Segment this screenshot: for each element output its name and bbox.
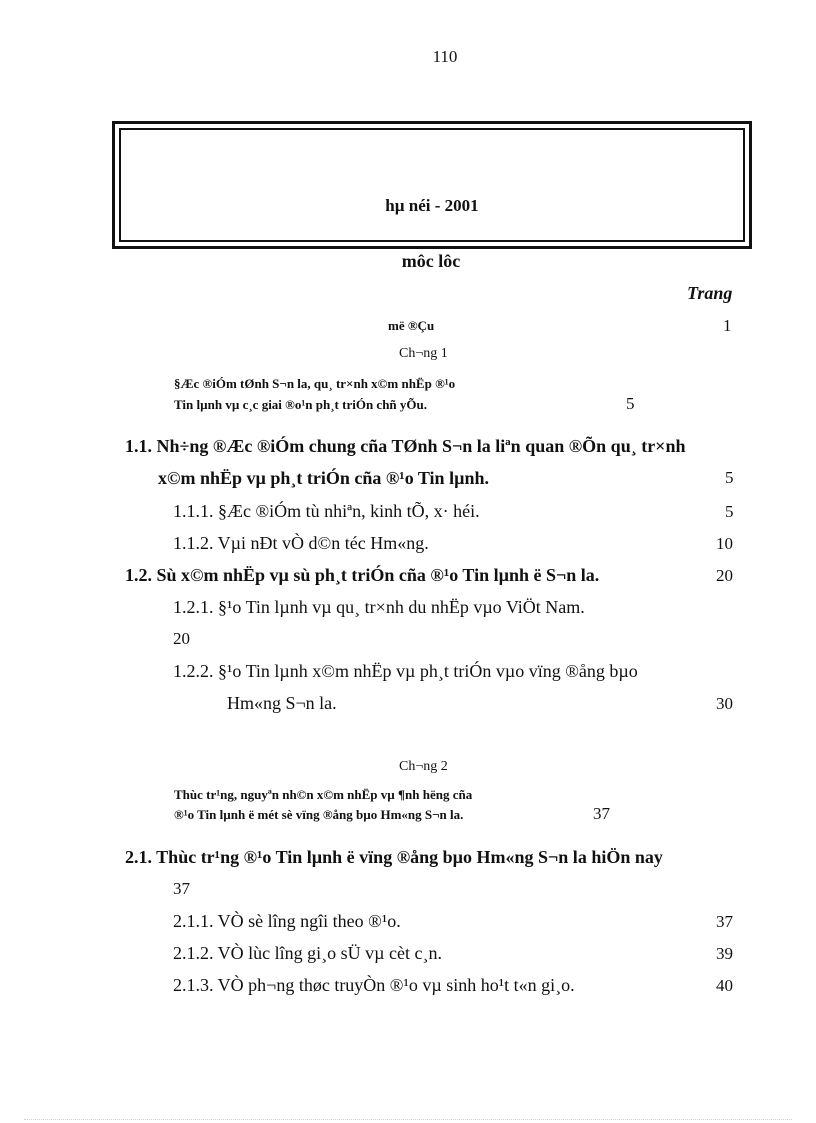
- toc-entry-1-2-2-line2: Hm«ng S¬n la.: [227, 693, 337, 713]
- toc-entry-2-1-2: 2.1.2. VÒ lùc lîng gi¸o sÜ vµ cèt c¸n.: [173, 943, 442, 963]
- toc-entry-2-1-3: 2.1.3. VÒ ph¬ng thøc truyÒn ®¹o vµ sinh ho¹t t«n gi¸o.: [173, 975, 575, 995]
- toc-entry-1-1-2: 1.1.2. Vµi nÐt vÒ d©n téc Hm«ng.: [173, 533, 429, 553]
- toc-entry-1-2-2-line1: 1.2.2. §¹o Tin lµnh x©m nhËp vµ ph¸t triÓn vµo vïng ®ång bµo: [173, 661, 638, 681]
- title-frame-inner-border: [119, 128, 745, 242]
- page-number: 110: [432, 47, 458, 66]
- toc-entry-1-1-1-page: 5: [725, 502, 734, 521]
- chapter2-desc-line1: Thùc tr¹ng, nguyªn nh©n x©m nhËp vµ ¶nh hëng cña: [174, 787, 473, 802]
- toc-entry-1-1-2-page: 10: [716, 534, 733, 553]
- toc-entry-1-1-line1: 1.1. Nh÷ng ®Æc ®iÓm chung cña TØnh S¬n la liªn quan ®Õn qu¸ tr×nh: [125, 436, 686, 456]
- toc-entry-2-1-3-page: 40: [716, 976, 733, 995]
- toc-entry-1-1-page: 5: [725, 468, 734, 487]
- intro-page: 1: [723, 316, 732, 335]
- toc-entry-2-1-page: 37: [173, 879, 190, 898]
- frame-place-year: hµ néi - 2001: [385, 196, 479, 215]
- intro-title: më ®Çu: [388, 318, 435, 333]
- toc-entry-1-1-line2: x©m nhËp vµ ph¸t triÓn cña ®¹o Tin lµnh.: [158, 468, 489, 488]
- chapter1-page: 5: [626, 394, 635, 413]
- toc-entry-1-2-page: 20: [716, 566, 733, 585]
- chapter1-desc-line1: §Æc ®iÓm tØnh S¬n la, qu¸ tr×nh x©m nhËp ®¹o: [174, 376, 456, 391]
- chapter2-page: 37: [593, 804, 610, 823]
- toc-heading: môc lôc: [401, 251, 461, 271]
- chapter1-desc-line2: Tin lµnh vµ c¸c giai ®o¹n ph¸t triÓn chñ yÕu.: [174, 397, 428, 412]
- toc-entry-1-2-1-page: 20: [173, 629, 190, 648]
- toc-entry-1-2-1: 1.2.1. §¹o Tin lµnh vµ qu¸ tr×nh du nhËp vµo ViÖt Nam.: [173, 597, 585, 617]
- toc-entry-2-1: 2.1. Thùc tr¹ng ®¹o Tin lµnh ë vïng ®ång bµo Hm«ng S¬n la hiÖn nay: [125, 847, 663, 867]
- chapter2-label: Ch¬ng 2: [399, 759, 448, 774]
- toc-entry-2-1-2-page: 39: [716, 944, 733, 963]
- title-frame: [112, 121, 752, 249]
- page-bottom-edge: [24, 1119, 792, 1120]
- toc-entry-2-1-1: 2.1.1. VÒ sè lîng ngîi theo ®¹o.: [173, 911, 401, 931]
- chapter1-label: Ch¬ng 1: [399, 346, 448, 361]
- toc-entry-1-2: 1.2. Sù x©m nhËp vµ sù ph¸t triÓn cña ®¹o Tin lµnh ë S¬n la.: [125, 565, 600, 585]
- page-column-label: Trang: [687, 283, 733, 303]
- toc-entry-2-1-1-page: 37: [716, 912, 733, 931]
- toc-entry-1-2-2-page: 30: [716, 694, 733, 713]
- toc-entry-1-1-1: 1.1.1. §Æc ®iÓm tù nhiªn, kinh tÕ, x· héi.: [173, 501, 480, 521]
- chapter2-desc-line2: ®¹o Tin lµnh ë mét sè vïng ®ång bµo Hm«ng S¬n la.: [174, 807, 464, 822]
